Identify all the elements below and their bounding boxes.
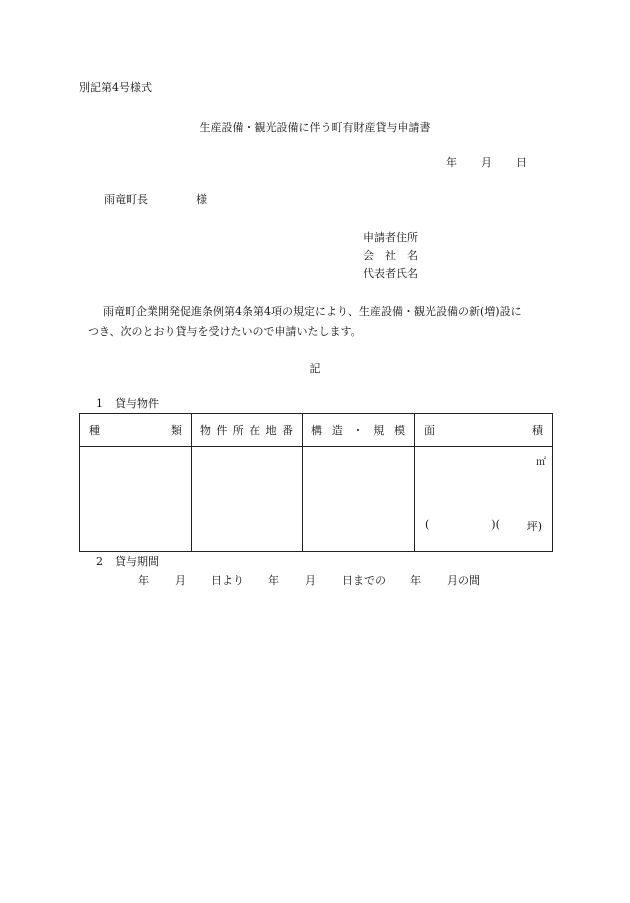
lease-period-line: 年 月 日より 年 月 日までの 年 月の間	[138, 574, 480, 587]
cell-location[interactable]	[192, 447, 303, 552]
area-unit: ㎡	[536, 457, 546, 468]
cell-area[interactable]	[415, 447, 553, 552]
cell-kind[interactable]	[80, 447, 192, 552]
applicant-address-label: 申請者住所	[363, 231, 418, 244]
ki-heading: 記	[309, 362, 321, 375]
section-1-label: 貸与物件	[115, 397, 159, 410]
date-month-label: 月	[481, 156, 492, 169]
section-1-number: 1	[96, 397, 103, 410]
applicant-representative-label: 代表者氏名	[363, 267, 418, 280]
tsubo-line: ( )( 坪)	[425, 518, 542, 533]
table-row	[80, 447, 553, 552]
body-text-line-2: つき、次のとおり貸与を受けたいので申請いたします。	[88, 325, 362, 338]
header-structure: 構 造 ・ 規 模	[303, 414, 415, 447]
header-kind: 種 類	[80, 414, 192, 447]
form-number: 別記第4号様式	[79, 81, 152, 94]
cell-structure[interactable]	[303, 447, 415, 552]
table-header-row	[80, 414, 553, 447]
header-area: 面 積	[415, 414, 553, 447]
addressee-honorific: 様	[196, 193, 207, 206]
addressee-name: 雨竜町長	[104, 193, 148, 206]
applicant-company-label: 会 社 名	[363, 249, 418, 262]
header-location: 物 件 所 在 地 番	[192, 414, 303, 447]
date-day-label: 日	[516, 156, 527, 169]
section-2-label: 貸与期間	[115, 555, 159, 568]
document-title: 生産設備・観光設備に伴う町有財産貸与申請書	[199, 121, 431, 134]
section-2-number: 2	[96, 555, 103, 568]
property-table	[79, 413, 553, 552]
section-1-heading	[96, 398, 159, 409]
date-year-label: 年	[446, 156, 457, 169]
body-text-line-1: 雨竜町企業開発促進条例第4条第4項の規定により、生産設備・観光設備の新(増)設に	[103, 305, 522, 318]
section-2-heading	[96, 556, 159, 567]
